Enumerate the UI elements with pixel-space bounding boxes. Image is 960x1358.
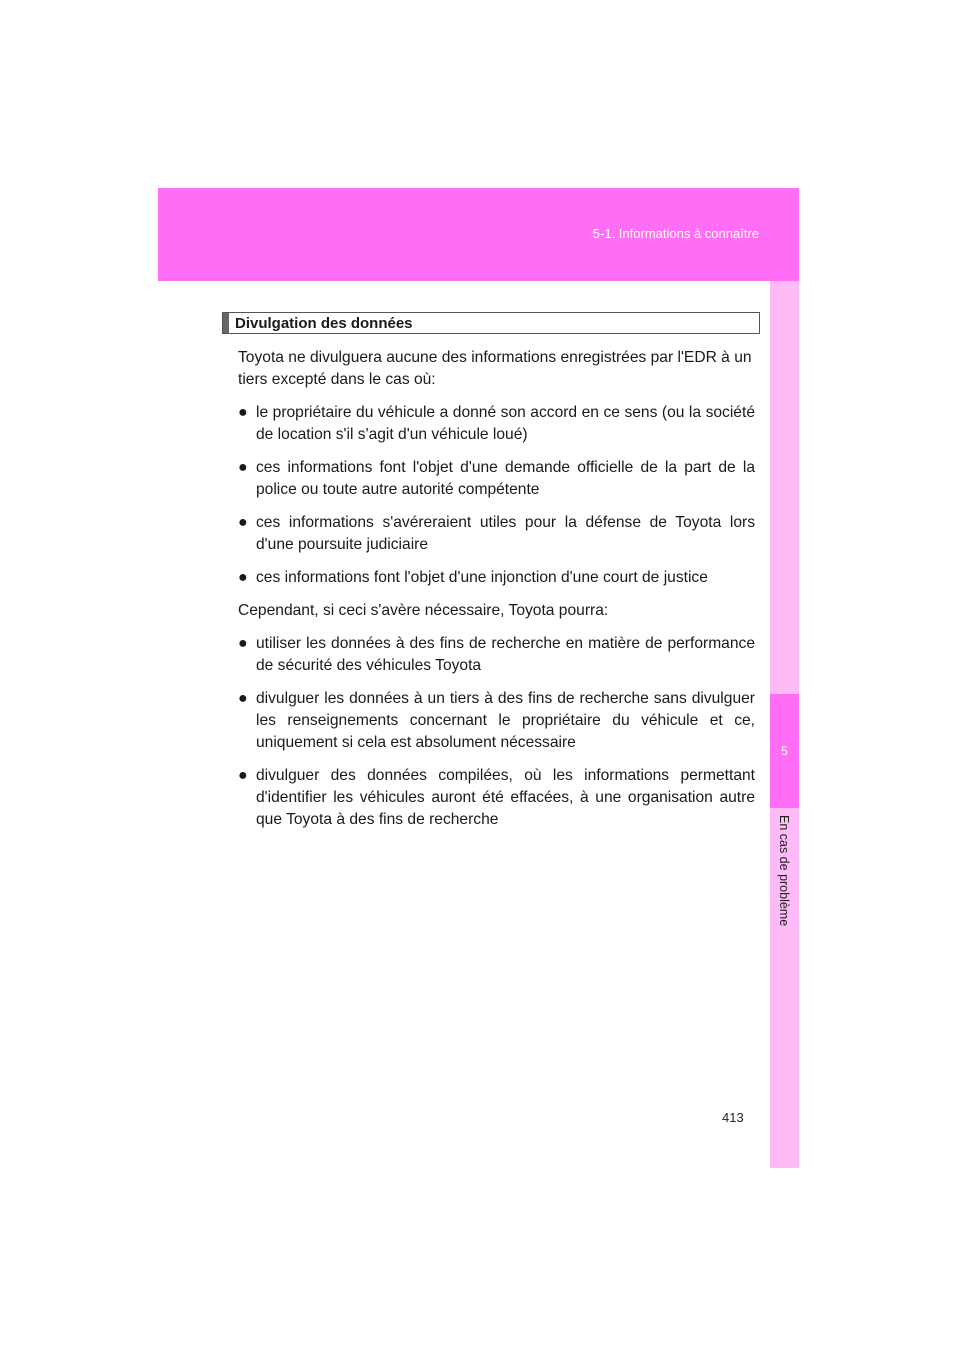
list-item bbox=[238, 402, 755, 446]
list-item bbox=[238, 457, 755, 501]
section-heading: Divulgation des données bbox=[235, 315, 413, 332]
list-item-text: utiliser les données à des fins de recherche en matière de performance de sécurité des véhicules Toyota bbox=[256, 635, 755, 674]
chapter-side-tab bbox=[770, 281, 799, 1168]
intro-paragraph: Toyota ne divulguera aucune des informations enregistrées par l'EDR à un tiers excepté dans le cas où: bbox=[238, 349, 752, 388]
list-item bbox=[238, 633, 755, 677]
bullet-icon: ● bbox=[238, 635, 248, 652]
chapter-label: En cas de problème bbox=[777, 815, 791, 927]
transition-paragraph: Cependant, si ceci s'avère nécessaire, Toyota pourra: bbox=[238, 602, 609, 619]
page-number: 413 bbox=[722, 1110, 744, 1125]
chapter-number: 5 bbox=[770, 694, 799, 808]
bullet-icon: ● bbox=[238, 767, 248, 784]
list-item-text: le propriétaire du véhicule a donné son accord en ce sens (ou la société de location s'il s'agit d'un véhicule loué) bbox=[256, 404, 755, 443]
chapter-section-title: 5-1. Informations à connaître bbox=[592, 226, 759, 241]
list-item bbox=[238, 567, 755, 589]
section-marker bbox=[223, 313, 229, 333]
chapter-header bbox=[158, 188, 799, 281]
bullet-icon: ● bbox=[238, 690, 248, 707]
bullet-icon: ● bbox=[238, 404, 248, 421]
bullet-icon: ● bbox=[238, 459, 248, 476]
list-item-text: ces informations s'avéreraient utiles pour la défense de Toyota lors d'une poursuite judiciaire bbox=[256, 514, 755, 553]
body-content bbox=[238, 347, 755, 842]
list-item bbox=[238, 765, 755, 831]
section-heading-box bbox=[222, 312, 760, 334]
list-item-text: divulguer les données à un tiers à des fins de recherche sans divulguer les renseignements concernant le propriétaire du véhicule et ce, uniquement si cela est absolument nécessaire bbox=[256, 690, 755, 751]
list-item-text: ces informations font l'objet d'une demande officielle de la part de la police ou toute autre autorité compétente bbox=[256, 459, 755, 498]
list-item-text: ces informations font l'objet d'une injonction d'une court de justice bbox=[256, 569, 708, 586]
bullet-icon: ● bbox=[238, 569, 248, 586]
list-item bbox=[238, 688, 755, 754]
list-item bbox=[238, 512, 755, 556]
bullet-icon: ● bbox=[238, 514, 248, 531]
list-item-text: divulguer des données compilées, où les informations permettant d'identifier les véhicules auront été effacées, à une organisation autre que Toyota à des fins de recherche bbox=[256, 767, 755, 828]
